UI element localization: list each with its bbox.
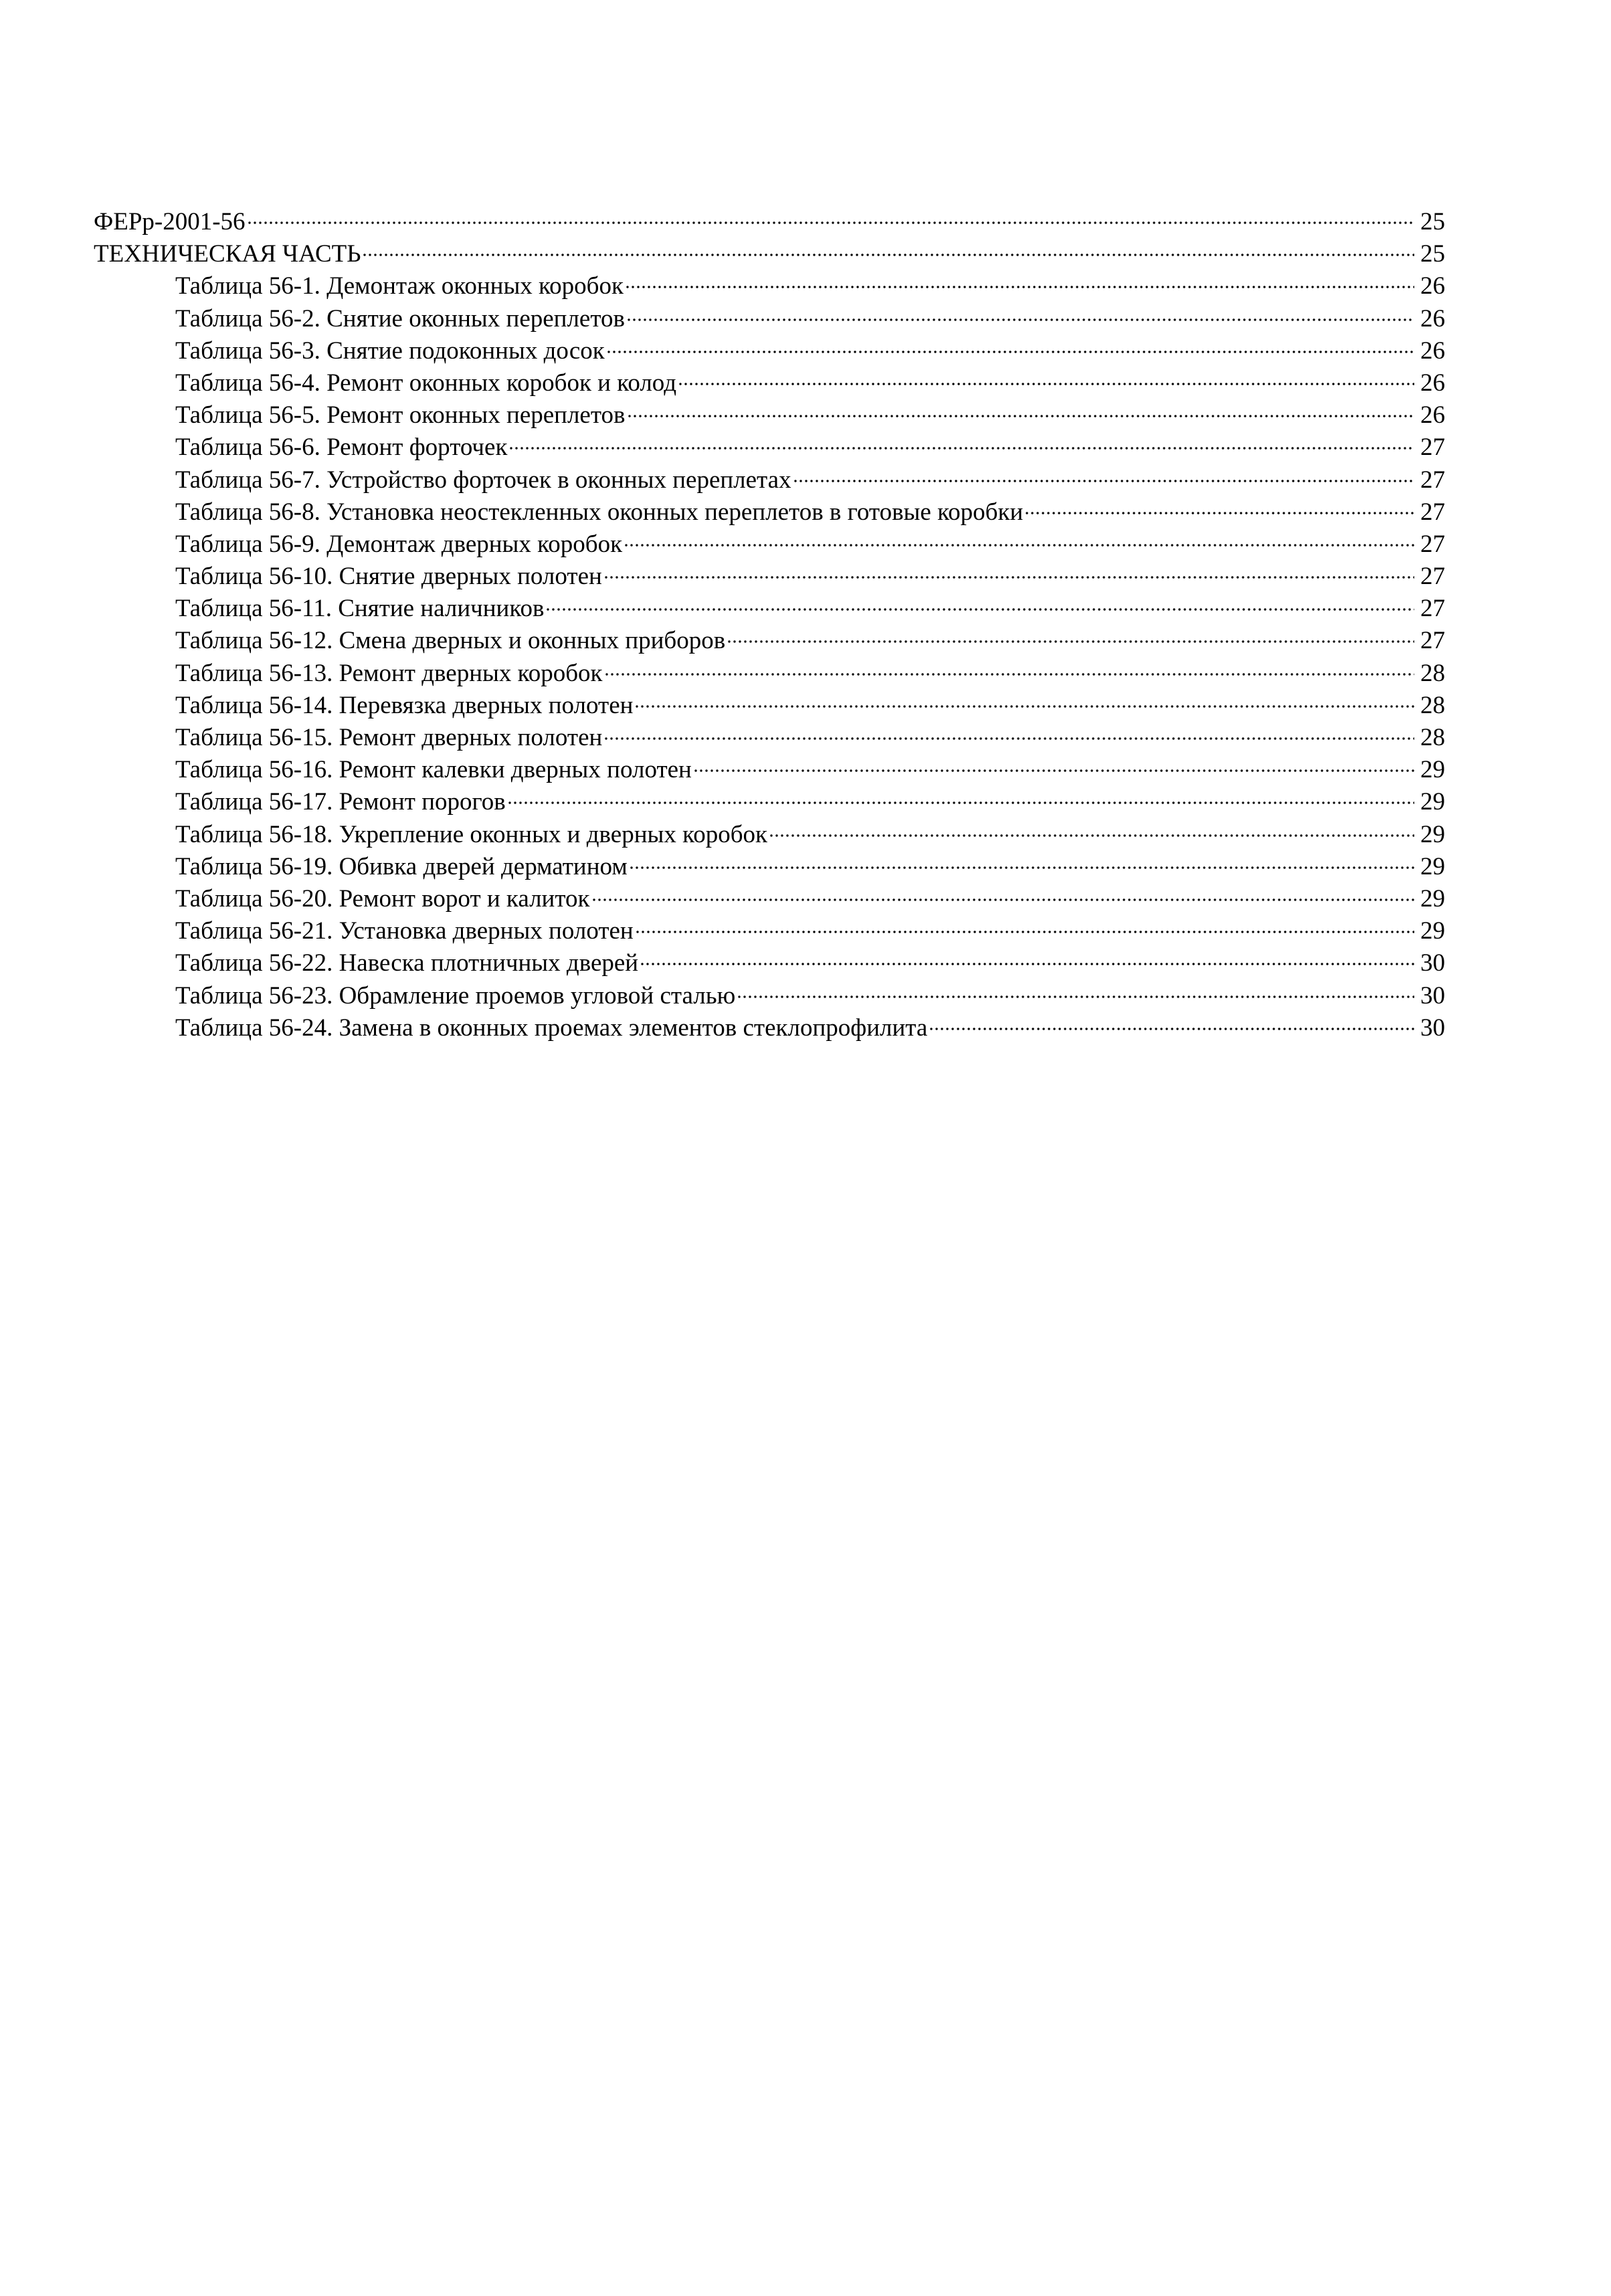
toc-entry-page-number: 27 [1420, 466, 1445, 494]
toc-entry-page-number: 26 [1420, 272, 1445, 300]
toc-entry[interactable] [94, 529, 1445, 561]
toc-dot-leader [727, 639, 1414, 644]
toc-entry-page-number: 27 [1420, 498, 1445, 526]
toc-entry[interactable] [94, 432, 1445, 464]
toc-entry-title: Таблица 56-15. Ремонт дверных полотен [175, 724, 603, 751]
toc-entry-title: Таблица 56-14. Перевязка дверных полотен [175, 691, 634, 719]
toc-entry-page-number: 27 [1420, 530, 1445, 558]
toc-entry[interactable] [94, 367, 1445, 399]
toc-dot-leader [603, 575, 1414, 580]
toc-entry[interactable] [94, 270, 1445, 302]
toc-entry[interactable] [94, 1012, 1445, 1044]
toc-entry[interactable] [94, 658, 1445, 690]
toc-dot-leader [624, 543, 1414, 548]
toc-dot-leader [625, 284, 1414, 290]
toc-entry-title: Таблица 56-13. Ремонт дверных коробок [175, 659, 603, 687]
toc-entry-page-number: 26 [1420, 401, 1445, 429]
toc-entry-page-number: 26 [1420, 304, 1445, 332]
toc-entry-title: ФЕРр-2001-56 [94, 208, 246, 235]
toc-entry-page-number: 29 [1420, 884, 1445, 913]
toc-dot-leader [626, 317, 1414, 322]
toc-entry-title: Таблица 56-11. Снятие наличников [175, 595, 545, 623]
toc-entry-page-number: 29 [1420, 917, 1445, 945]
toc-entry[interactable] [94, 335, 1445, 367]
table-of-contents [94, 206, 1445, 1044]
toc-entry-page-number: 28 [1420, 724, 1445, 751]
toc-entry-page-number: 29 [1420, 756, 1445, 784]
toc-entry[interactable] [94, 496, 1445, 529]
toc-dot-leader [545, 607, 1414, 612]
toc-dot-leader [606, 349, 1414, 355]
toc-entry-title: Таблица 56-18. Укрепление оконных и дверных коробок [175, 820, 768, 848]
toc-dot-leader [629, 865, 1414, 870]
toc-entry-title: Таблица 56-24. Замена в оконных проемах элементов стеклопрофилита [175, 1014, 928, 1042]
toc-entry[interactable] [94, 947, 1445, 979]
toc-dot-leader [635, 929, 1414, 935]
toc-entry[interactable] [94, 819, 1445, 851]
toc-entry[interactable] [94, 690, 1445, 722]
toc-dot-leader [247, 220, 1414, 225]
toc-dot-leader [737, 994, 1414, 999]
toc-entry-page-number: 25 [1420, 240, 1445, 268]
toc-entry[interactable] [94, 980, 1445, 1012]
toc-dot-leader [693, 768, 1414, 773]
toc-entry[interactable] [94, 625, 1445, 657]
toc-dot-leader [591, 897, 1415, 902]
toc-entry-title: Таблица 56-9. Демонтаж дверных коробок [175, 530, 623, 558]
toc-entry-title: Таблица 56-22. Навеска плотничных дверей [175, 949, 639, 977]
toc-entry[interactable] [94, 883, 1445, 915]
toc-dot-leader [769, 833, 1414, 838]
toc-entry-title: Таблица 56-5. Ремонт оконных переплетов [175, 401, 626, 429]
toc-entry-title: Таблица 56-8. Установка неостекленных оконных переплетов в готовые коробки [175, 498, 1024, 526]
toc-entry[interactable] [94, 238, 1445, 270]
toc-entry-page-number: 27 [1420, 563, 1445, 591]
toc-entry-page-number: 26 [1420, 369, 1445, 397]
toc-entry-page-number: 30 [1420, 981, 1445, 1010]
toc-entry[interactable] [94, 915, 1445, 947]
toc-entry-title: Таблица 56-12. Смена дверных и оконных приборов [175, 627, 726, 655]
toc-entry-page-number: 29 [1420, 852, 1445, 880]
toc-entry[interactable] [94, 754, 1445, 786]
toc-entry[interactable] [94, 593, 1445, 625]
toc-entry[interactable] [94, 722, 1445, 754]
toc-entry-title: Таблица 56-21. Установка дверных полотен [175, 917, 634, 945]
toc-entry[interactable] [94, 303, 1445, 335]
toc-entry-title: Таблица 56-2. Снятие оконных переплетов [175, 304, 625, 332]
toc-dot-leader [604, 672, 1414, 677]
toc-entry-page-number: 27 [1420, 627, 1445, 655]
toc-dot-leader [508, 446, 1414, 451]
toc-entry[interactable] [94, 464, 1445, 496]
toc-dot-leader [634, 704, 1414, 709]
toc-entry-title: Таблица 56-20. Ремонт ворот и калиток [175, 884, 590, 913]
toc-entry-page-number: 27 [1420, 595, 1445, 623]
toc-entry-page-number: 25 [1420, 208, 1445, 235]
toc-entry-title: Таблица 56-19. Обивка дверей дерматином [175, 852, 628, 880]
toc-entry[interactable] [94, 561, 1445, 593]
toc-dot-leader [929, 1026, 1414, 1032]
toc-dot-leader [362, 252, 1414, 258]
toc-entry[interactable] [94, 206, 1445, 238]
toc-dot-leader [678, 381, 1414, 387]
toc-entry-title: ТЕХНИЧЕСКАЯ ЧАСТЬ [94, 240, 361, 268]
toc-dot-leader [640, 961, 1414, 967]
toc-entry-title: Таблица 56-3. Снятие подоконных досок [175, 337, 605, 365]
toc-entry-title: Таблица 56-17. Ремонт порогов [175, 788, 506, 816]
toc-entry-page-number: 29 [1420, 788, 1445, 816]
toc-entry-page-number: 28 [1420, 659, 1445, 687]
toc-entry-title: Таблица 56-1. Демонтаж оконных коробок [175, 272, 624, 300]
toc-entry-title: Таблица 56-23. Обрамление проемов угловой сталью [175, 981, 736, 1010]
toc-entry-title: Таблица 56-16. Ремонт калевки дверных полотен [175, 756, 692, 784]
toc-dot-leader [507, 800, 1414, 805]
toc-entry-title: Таблица 56-7. Устройство форточек в оконных переплетах [175, 466, 791, 494]
toc-dot-leader [1024, 510, 1414, 516]
toc-dot-leader [627, 413, 1414, 419]
toc-entry-page-number: 29 [1420, 820, 1445, 848]
toc-entry-title: Таблица 56-4. Ремонт оконных коробок и колод [175, 369, 677, 397]
toc-entry-page-number: 28 [1420, 691, 1445, 719]
toc-entry-page-number: 26 [1420, 337, 1445, 365]
toc-entry-title: Таблица 56-6. Ремонт форточек [175, 434, 508, 462]
toc-entry[interactable] [94, 399, 1445, 432]
toc-dot-leader [793, 478, 1414, 484]
toc-entry[interactable] [94, 786, 1445, 818]
toc-entry[interactable] [94, 851, 1445, 883]
toc-entry-page-number: 27 [1420, 434, 1445, 462]
toc-dot-leader [603, 736, 1414, 741]
toc-entry-page-number: 30 [1420, 1014, 1445, 1042]
toc-entry-title: Таблица 56-10. Снятие дверных полотен [175, 563, 602, 591]
toc-entry-page-number: 30 [1420, 949, 1445, 977]
